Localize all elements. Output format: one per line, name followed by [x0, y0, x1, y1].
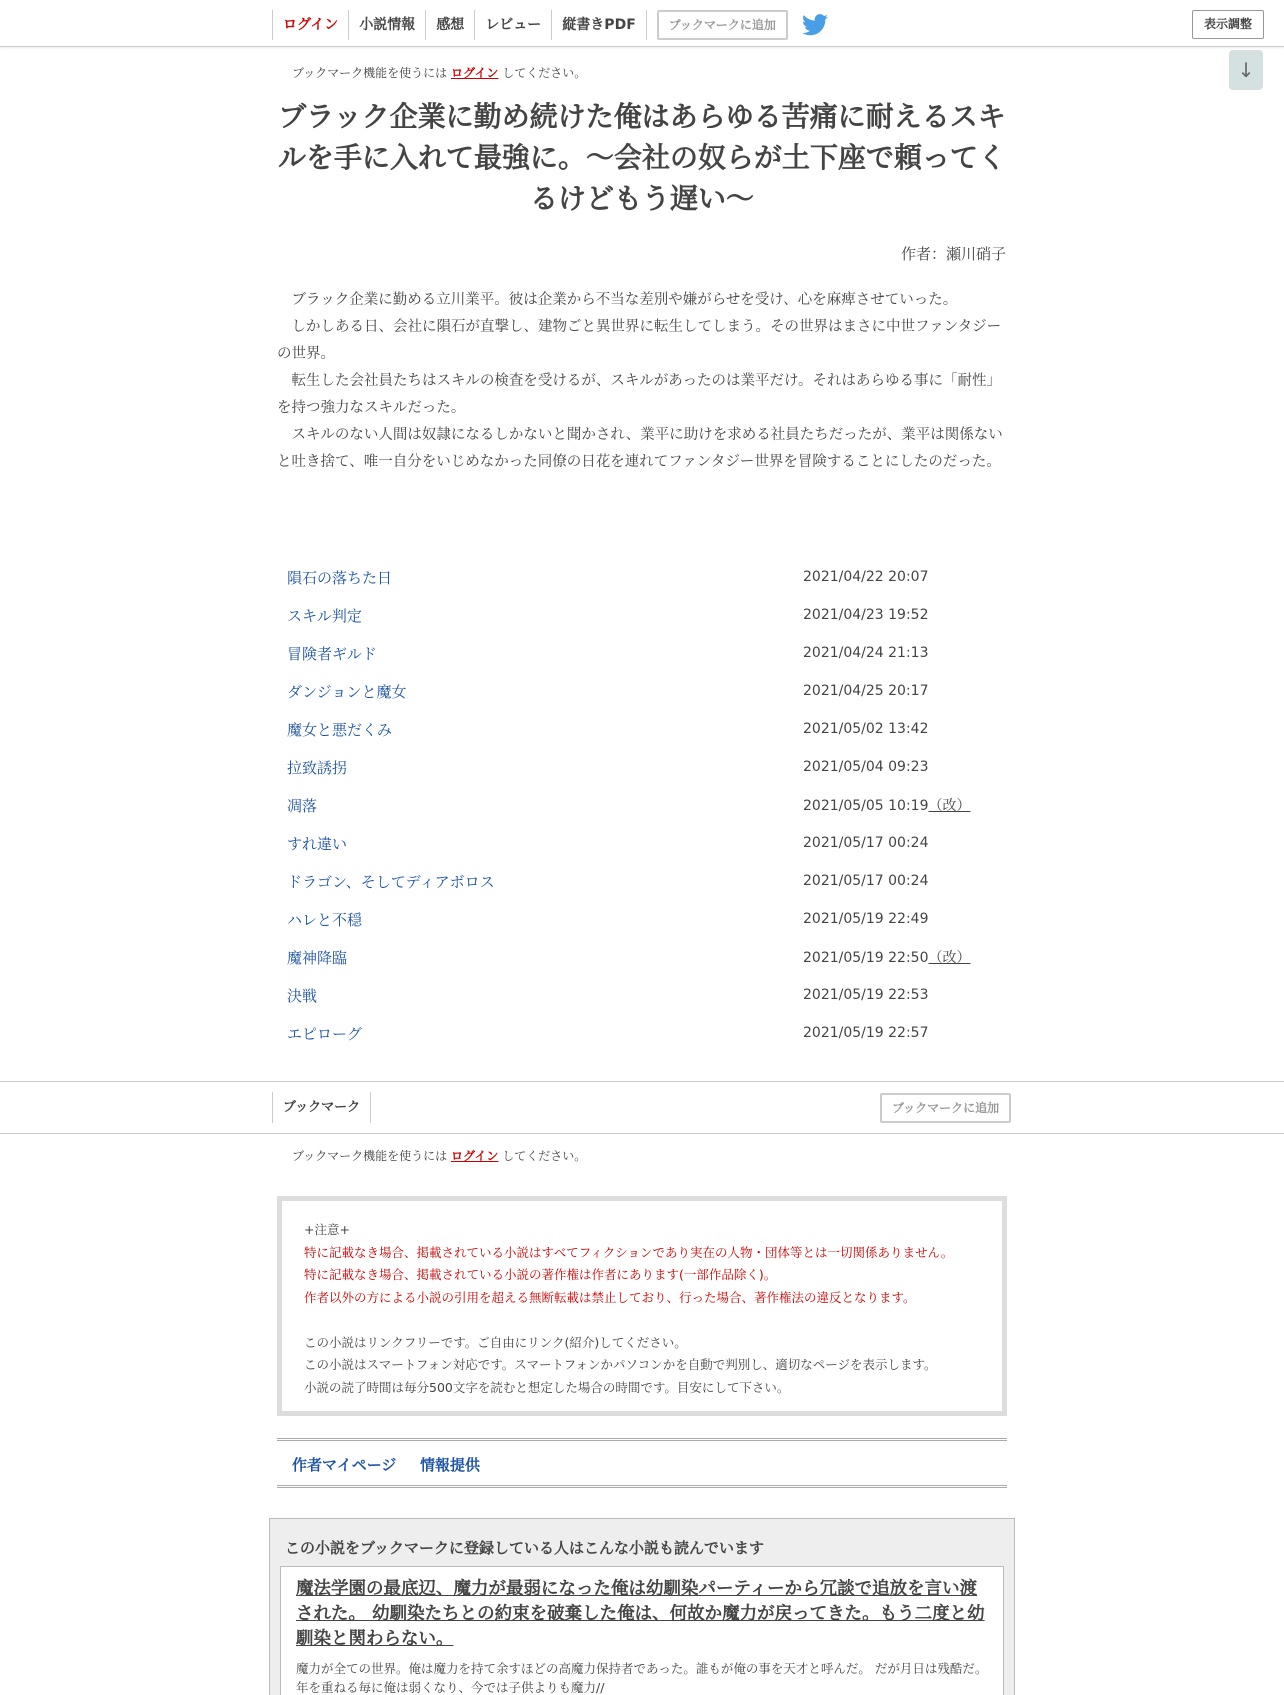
recommended-novel-title-link[interactable]: 魔法学園の最底辺、魔力が最弱になった俺は幼馴染パーティーから冗談で追放を言い渡された。 幼馴染たちとの約束を破棄した俺は、何故か魔力が戻ってきた。もう二度と幼馴染と関わらない。	[296, 1579, 985, 1649]
bookmark-bar	[0, 1081, 1284, 1134]
nav-impression-link[interactable]: 感想	[425, 10, 474, 40]
chapter-row	[278, 596, 1008, 634]
chapter-date: 2021/04/23 19:52	[803, 607, 929, 623]
chapter-date: 2021/04/25 20:17	[803, 683, 929, 699]
chapter-link[interactable]: ハレと不穏	[287, 910, 363, 929]
chapter-date: 2021/05/19 22:57	[803, 1025, 929, 1041]
bookmark-label[interactable]: ブックマーク	[272, 1092, 371, 1123]
add-bookmark-button-bottom[interactable]: ブックマークに追加	[880, 1093, 1011, 1123]
caution-red-line: 特に記載なき場合、掲載されている小説はすべてフィクションであり実在の人物・団体等とは一切関係ありません。	[304, 1244, 954, 1260]
chapter-date: 2021/05/19 22:53	[803, 987, 929, 1003]
bookmark-login-notice-top: ブックマーク機能を使うには ログイン してください。	[292, 66, 587, 80]
caution-red-line: 特に記載なき場合、掲載されている小説の著作権は作者にあります(一部作品除く)。	[304, 1267, 777, 1282]
recommendation-heading: この小説をブックマークに登録している人はこんな小説も読んでいます	[285, 1539, 764, 1557]
chapter-row	[278, 900, 1008, 938]
chapter-link[interactable]: ダンジョンと魔女	[287, 682, 407, 701]
chapter-row	[278, 672, 1008, 710]
chapter-row	[278, 938, 1008, 976]
chapter-link[interactable]: 決戦	[287, 986, 318, 1005]
recommended-novel-card	[280, 1566, 1004, 1695]
report-info-link[interactable]: 情報提供	[420, 1456, 481, 1474]
author-links	[277, 1438, 1007, 1488]
chapter-link[interactable]: スキル判定	[287, 606, 362, 625]
nav-login-link[interactable]: ログイン	[272, 10, 348, 40]
synopsis-paragraph: スキルのない人間は奴隷になるしかないと聞かされ、業平に助けを求める社員たちだったが、業平は関係ないと吐き捨て、唯一自分をいじめなかった同僚の日花を連れてファンタジー世界を冒険することにしたのだった。	[277, 427, 1003, 470]
caution-line: この小説はスマートフォン対応です。スマートフォンかパソコンかを自動で判別し、適切なページを表示します。	[304, 1357, 937, 1372]
chapter-date: 2021/05/17 00:24	[803, 835, 929, 851]
chapter-date: 2021/05/02 13:42	[803, 721, 929, 737]
novel-author: 作者：瀬川硝子	[900, 245, 1006, 263]
nav-novel-info-link[interactable]: 小説情報	[348, 10, 425, 40]
notice-login-link-top[interactable]: ログイン	[451, 66, 499, 80]
caution-heading: +注意+	[304, 1222, 350, 1237]
chapter-row	[278, 786, 1008, 824]
chapter-link[interactable]: 魔女と悪だくみ	[287, 720, 393, 739]
chapter-link[interactable]: すれ違い	[287, 834, 348, 853]
chapter-link[interactable]: 魔神降臨	[287, 948, 348, 967]
recommended-novel-summary: 魔力が全ての世界。俺は魔力を持て余すほどの高魔力保持者であった。誰もが俺の事を天才と呼んだ。 だが月日は残酷だ。年を重ねる毎に俺は弱くなり、今では子供よりも魔力//	[296, 1661, 988, 1695]
chapter-row	[278, 558, 1008, 596]
caution-line: この小説はリンクフリーです。ご自由にリンク(紹介)してください。	[304, 1334, 687, 1350]
revised-link[interactable]: （改）	[928, 798, 971, 814]
chapter-date: 2021/05/19 22:50（改）	[803, 950, 971, 966]
author-mypage-link[interactable]: 作者マイページ	[292, 1456, 397, 1474]
chapter-link[interactable]: 冒険者ギルド	[287, 644, 377, 663]
add-bookmark-button-top[interactable]: ブックマークに追加	[657, 10, 788, 40]
bookmark-login-notice-bottom: ブックマーク機能を使うには ログイン してください。	[292, 1149, 587, 1163]
novel-title: ブラック企業に勤め続けた俺はあらゆる苦痛に耐えるスキルを手に入れて最強に。〜会社の奴らが土下座で頼ってくるけどもう遅い〜	[278, 100, 1007, 215]
chapter-date: 2021/05/17 00:24	[803, 873, 929, 889]
chapter-link[interactable]: 隕石の落ちた日	[287, 568, 393, 587]
chapter-date: 2021/05/19 22:49	[803, 911, 929, 927]
chapter-row	[278, 1014, 1008, 1052]
twitter-icon[interactable]	[802, 14, 828, 36]
chapter-row	[278, 748, 1008, 786]
synopsis-paragraph: 転生した会社員たちはスキルの検査を受けるが、スキルがあったのは業平だけ。それはあらゆる事に「耐性」を持つ強力なスキルだった。	[277, 373, 1001, 416]
chapter-link[interactable]: 拉致誘拐	[287, 758, 348, 777]
chapter-link[interactable]: ドラゴン、そしてディアボロス	[287, 872, 495, 891]
notice-login-link-bottom[interactable]: ログイン	[451, 1149, 499, 1163]
chapter-link[interactable]: 凋落	[287, 796, 318, 815]
synopsis-paragraph: ブラック企業に勤める立川業平。彼は企業から不当な差別や嫌がらせを受け、心を麻痺させていった。	[291, 292, 958, 308]
chapter-date: 2021/05/05 10:19（改）	[803, 798, 971, 814]
chapter-row	[278, 976, 1008, 1014]
chapter-row	[278, 710, 1008, 748]
caution-box	[277, 1196, 1007, 1416]
chapter-date: 2021/04/24 21:13	[803, 645, 929, 661]
chapter-row	[278, 634, 1008, 672]
display-settings-button[interactable]: 表示調整	[1192, 10, 1264, 39]
novel-synopsis	[277, 287, 1007, 476]
top-navigation	[0, 0, 1284, 47]
chapter-list	[278, 558, 1008, 1052]
chapter-row	[278, 862, 1008, 900]
synopsis-paragraph: しかしある日、会社に隕石が直撃し、建物ごと異世界に転生してしまう。その世界はまさに中世ファンタジーの世界。	[277, 319, 1002, 362]
caution-red-line: 作者以外の方による小説の引用を超える無断転載は禁止しており、行った場合、著作権法の違反となります。	[304, 1289, 916, 1305]
nav-vertical-pdf-link[interactable]: 縦書きPDF	[551, 10, 646, 40]
chapter-link[interactable]: エピローグ	[287, 1024, 363, 1043]
scroll-down-button[interactable]: ↓	[1229, 50, 1263, 90]
nav-review-link[interactable]: レビュー	[474, 10, 551, 40]
chapter-date: 2021/04/22 20:07	[803, 569, 929, 585]
recommendation-box	[269, 1518, 1015, 1695]
chapter-date: 2021/05/04 09:23	[803, 759, 929, 775]
nav-menu	[272, 10, 828, 40]
revised-link[interactable]: （改）	[928, 950, 971, 966]
chapter-row	[278, 824, 1008, 862]
caution-line: 小説の読了時間は毎分500文字を読むと想定した場合の時間です。目安にして下さい。	[304, 1379, 790, 1395]
